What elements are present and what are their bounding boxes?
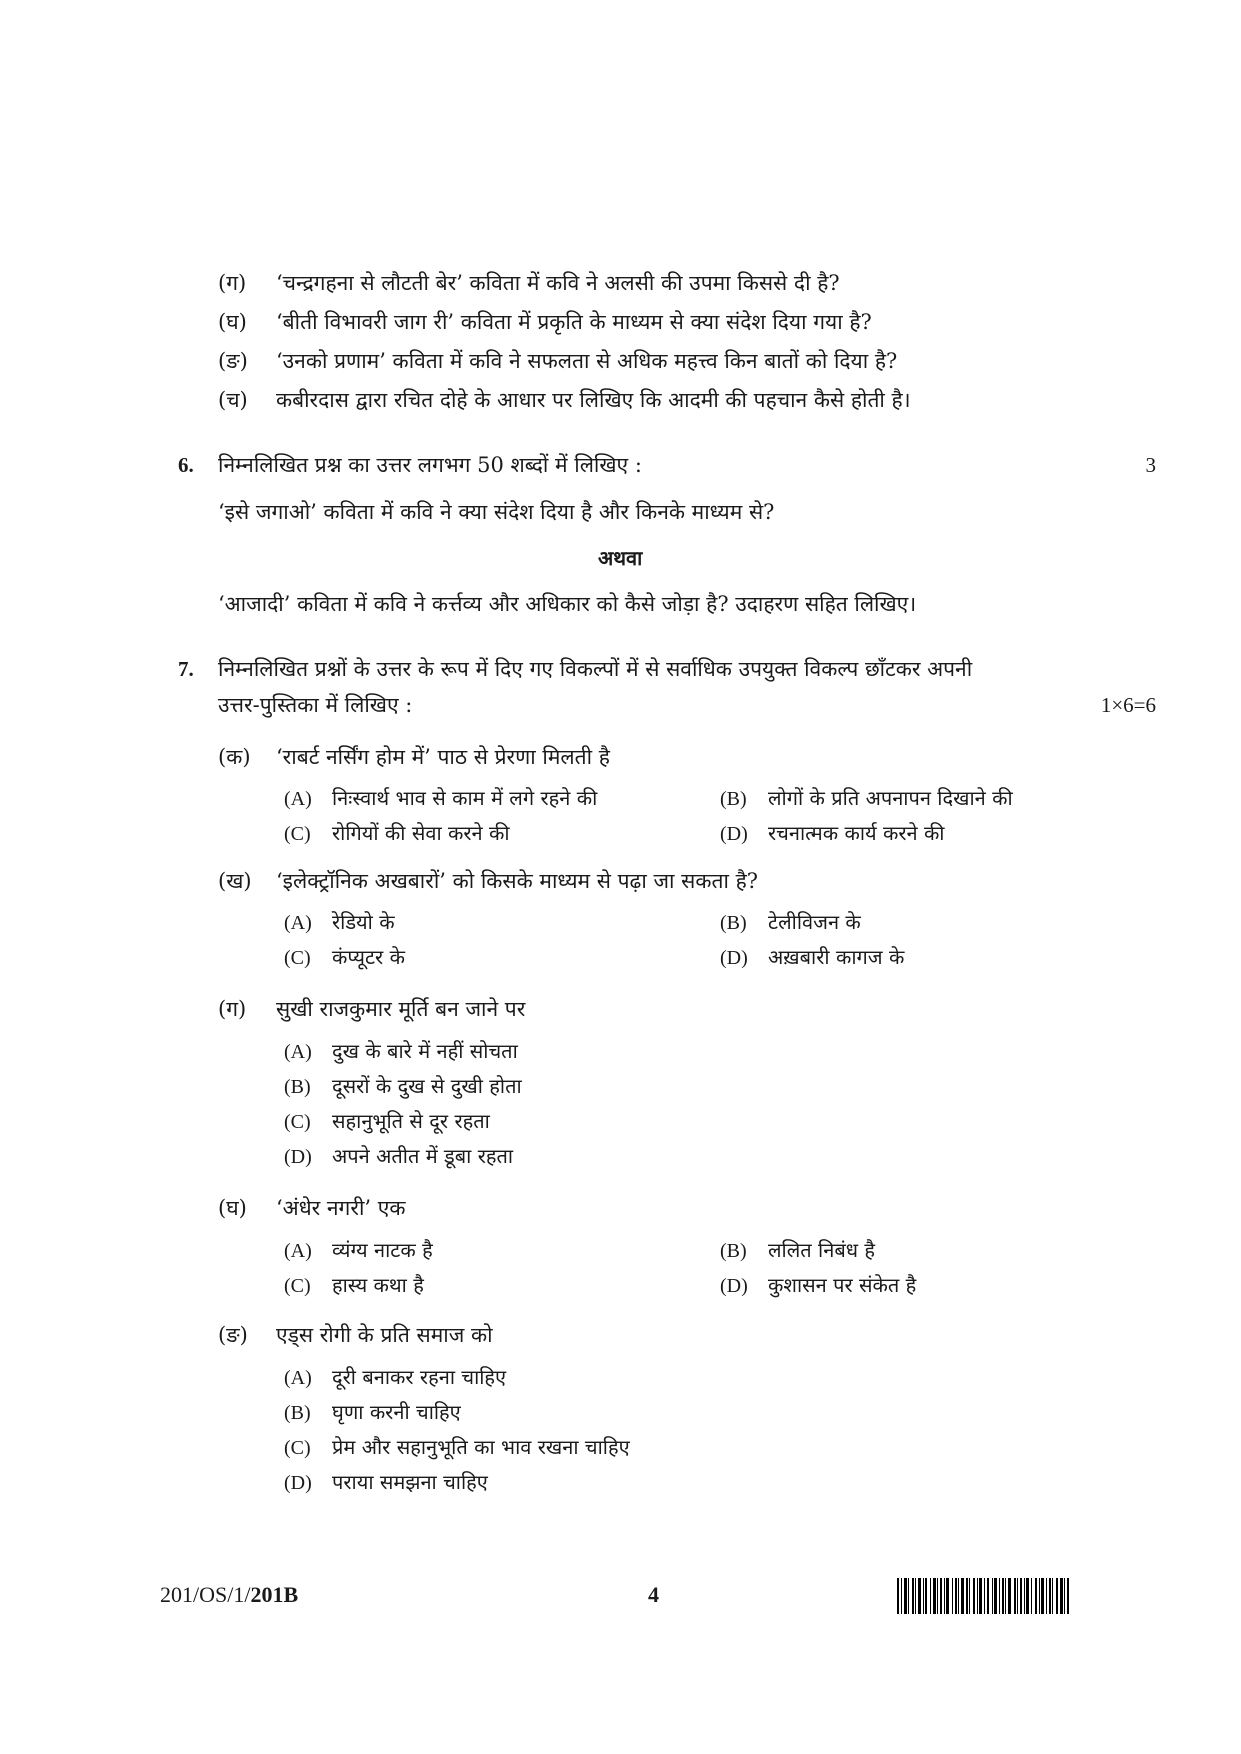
q6-marks: 3 — [1145, 453, 1156, 477]
q7-item-kha — [218, 866, 758, 896]
option-label: (B) — [284, 1076, 311, 1098]
q7-number: 7. — [178, 657, 194, 681]
option-label: (C) — [284, 1111, 311, 1133]
option-text: पराया समझना चाहिए — [332, 1470, 488, 1494]
item-text: एड्स रोगी के प्रति समाज को — [276, 1323, 493, 1347]
item-label: (ग) — [218, 271, 247, 295]
option-c — [284, 942, 405, 973]
option-label: (D) — [720, 823, 748, 845]
option-label: (A) — [284, 1240, 312, 1262]
option-b — [720, 783, 1013, 814]
option-text: लोगों के प्रति अपनापन दिखाने की — [768, 786, 1013, 810]
item-label: (ङ) — [218, 349, 248, 373]
option-text: रचनात्मक कार्य करने की — [768, 821, 945, 845]
q6-alt-question: ‘आजादी’ कविता में कवि ने कर्त्तव्य और अधिकार को कैसे जोड़ा है? उदाहरण सहित लिखिए। — [218, 592, 917, 616]
item-label: (च) — [218, 388, 248, 412]
q7-item-ga — [218, 994, 525, 1024]
q7-item-nga — [218, 1320, 493, 1350]
option-text: कुशासन पर संकेत है — [768, 1273, 917, 1297]
option-text: निःस्वार्थ भाव से काम में लगे रहने की — [332, 786, 598, 810]
option-d — [720, 818, 945, 849]
item-text: ‘उनको प्रणाम’ कविता में कवि ने सफलता से अधिक महत्त्व किन बातों को दिया है? — [276, 349, 898, 373]
option-text: हास्य कथा है — [332, 1273, 424, 1297]
option-label: (A) — [284, 912, 312, 934]
option-text: अख़बारी कागज के — [768, 945, 905, 969]
q7-item-gha — [218, 1193, 406, 1223]
option-label: (C) — [284, 1437, 311, 1459]
item-text: ‘चन्द्रगहना से लौटती बेर’ कविता में कवि ने अलसी की उपमा किससे दी है? — [276, 271, 840, 295]
option-text: कंप्यूटर के — [332, 945, 405, 969]
page-number: 4 — [648, 1582, 659, 1607]
q5-item-ga — [218, 268, 840, 298]
option-c — [284, 818, 510, 849]
option-a — [284, 1362, 506, 1393]
option-label: (D) — [720, 1275, 748, 1297]
option-b — [284, 1071, 522, 1102]
option-text: सहानुभूति से दूर रहता — [332, 1109, 490, 1133]
option-a — [284, 1036, 518, 1067]
q5-item-nga — [218, 346, 897, 376]
item-label: (घ) — [218, 310, 247, 334]
option-label: (A) — [284, 1041, 312, 1063]
item-label: (क) — [218, 745, 251, 769]
q5-item-cha — [218, 385, 911, 415]
paper-code — [160, 1580, 298, 1610]
item-text: कबीरदास द्वारा रचित दोहे के आधार पर लिखिए कि आदमी की पहचान कैसे होती है। — [276, 388, 911, 412]
option-b — [720, 907, 861, 938]
option-a — [284, 783, 597, 814]
option-label: (B) — [720, 912, 747, 934]
option-text: दुख के बारे में नहीं सोचता — [332, 1039, 518, 1063]
option-a — [284, 1235, 433, 1266]
option-label: (C) — [284, 823, 311, 845]
option-b — [720, 1235, 875, 1266]
option-d — [284, 1141, 513, 1172]
q6-prompt: निम्नलिखित प्रश्न का उत्तर लगभग 50 शब्दों में लिखिए : — [218, 453, 642, 477]
item-label: (ख) — [218, 869, 252, 893]
option-text: दूसरों के दुख से दुखी होता — [332, 1074, 522, 1098]
q7-item-ka — [218, 742, 610, 772]
q6-or-divider: अथवा — [598, 546, 643, 570]
item-label: (ङ) — [218, 1323, 248, 1347]
q5-item-gha — [218, 307, 872, 337]
q7-prompt-line1: निम्नलिखित प्रश्नों के उत्तर के रूप में दिए गए विकल्पों में से सर्वाधिक उपयुक्त विकल्प छाँटकर अपनी — [218, 657, 973, 681]
option-text: घृणा करनी चाहिए — [332, 1400, 461, 1424]
option-label: (B) — [720, 1240, 747, 1262]
item-text: ‘बीती विभावरी जाग री’ कविता में प्रकृति के माध्यम से क्या संदेश दिया गया है? — [276, 310, 872, 334]
option-text: टेलीविजन के — [768, 910, 861, 934]
q6-number: 6. — [178, 453, 194, 477]
option-label: (D) — [284, 1146, 312, 1168]
option-text: दूरी बनाकर रहना चाहिए — [332, 1365, 507, 1389]
q6-question: ‘इसे जगाओ’ कविता में कवि ने क्या संदेश दिया है और किनके माध्यम से? — [218, 500, 775, 524]
option-label: (A) — [284, 1367, 312, 1389]
option-d — [284, 1467, 488, 1498]
item-label: (ग) — [218, 997, 247, 1021]
option-label: (D) — [284, 1472, 312, 1494]
option-a — [284, 907, 395, 938]
item-text: ‘राबर्ट नर्सिंग होम में’ पाठ से प्रेरणा मिलती है — [276, 745, 610, 769]
option-label: (C) — [284, 947, 311, 969]
item-text: ‘अंधेर नगरी’ एक — [276, 1196, 406, 1220]
option-text: व्यंग्य नाटक है — [332, 1238, 433, 1262]
q7-prompt-line2: उत्तर-पुस्तिका में लिखिए : — [218, 693, 413, 717]
barcode-image — [897, 1578, 1159, 1614]
item-text: सुखी राजकुमार मूर्ति बन जाने पर — [276, 997, 526, 1021]
option-c — [284, 1106, 490, 1137]
option-text: प्रेम और सहानुभूति का भाव रखना चाहिए — [332, 1435, 630, 1459]
option-label: (B) — [284, 1402, 311, 1424]
option-label: (D) — [720, 947, 748, 969]
item-text: ‘इलेक्ट्रॉनिक अखबारों’ को किसके माध्यम से पढ़ा जा सकता है? — [276, 869, 758, 893]
option-c — [284, 1270, 424, 1301]
option-text: ललित निबंध है — [768, 1238, 876, 1262]
option-b — [284, 1397, 461, 1428]
paper-code-bold: 201B — [250, 1582, 299, 1607]
option-label: (C) — [284, 1275, 311, 1297]
option-label: (A) — [284, 788, 312, 810]
option-text: रेडियो के — [332, 910, 395, 934]
paper-code-prefix: 201/OS/1/ — [160, 1582, 251, 1607]
option-d — [720, 1270, 916, 1301]
option-c — [284, 1432, 630, 1463]
option-text: रोगियों की सेवा करने की — [332, 821, 510, 845]
option-text: अपने अतीत में डूबा रहता — [332, 1144, 514, 1168]
item-label: (घ) — [218, 1196, 247, 1220]
option-d — [720, 942, 904, 973]
option-label: (B) — [720, 788, 747, 810]
q7-marks: 1×6=6 — [1100, 693, 1156, 717]
